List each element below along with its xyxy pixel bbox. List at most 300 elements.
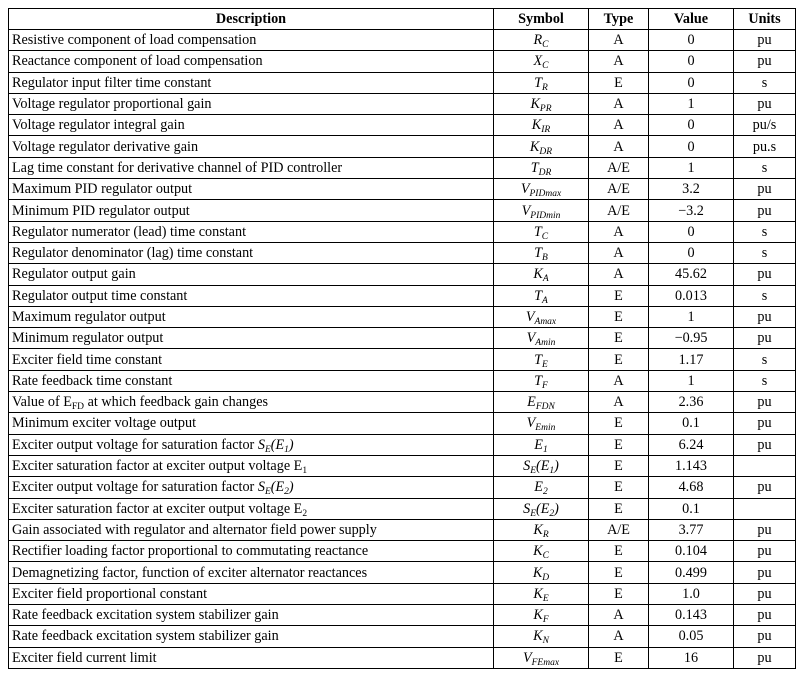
cell-units: pu bbox=[734, 51, 796, 72]
symbol-subscript: A bbox=[542, 295, 548, 306]
cell-type: E bbox=[589, 328, 649, 349]
cell-units: pu bbox=[734, 647, 796, 668]
description-text: Regulator denominator (lag) time constant bbox=[12, 245, 254, 262]
symbol-text: ) bbox=[554, 500, 559, 517]
cell-description bbox=[9, 477, 494, 498]
cell-type: A bbox=[589, 264, 649, 285]
table-row bbox=[9, 413, 796, 434]
description-text: Regulator input filter time constant bbox=[12, 74, 212, 91]
cell-type: A bbox=[589, 605, 649, 626]
cell-type: A bbox=[589, 136, 649, 157]
description-text: Rate feedback excitation system stabilizer gain bbox=[12, 628, 279, 645]
cell-description bbox=[9, 413, 494, 434]
description-text: Rectifier loading factor proportional to commutating reactance bbox=[12, 543, 369, 560]
cell-description bbox=[9, 115, 494, 136]
parameter-table-container bbox=[8, 8, 796, 669]
table-row bbox=[9, 498, 796, 519]
cell-type: E bbox=[589, 455, 649, 476]
table-row bbox=[9, 349, 796, 370]
cell-units: s bbox=[734, 72, 796, 93]
cell-description bbox=[9, 562, 494, 583]
table-row bbox=[9, 93, 796, 114]
symbol-subscript: FDN bbox=[535, 402, 555, 413]
cell-units: s bbox=[734, 221, 796, 242]
cell-description bbox=[9, 626, 494, 647]
cell-value: 3.2 bbox=[649, 179, 734, 200]
symbol-base: K bbox=[533, 607, 543, 624]
symbol-subscript: Amin bbox=[535, 338, 556, 349]
cell-units: pu bbox=[734, 605, 796, 626]
cell-type: E bbox=[589, 72, 649, 93]
description-text: Value of E bbox=[12, 394, 72, 411]
cell-symbol bbox=[494, 605, 589, 626]
math-text: (E bbox=[270, 436, 285, 453]
header-symbol: Symbol bbox=[494, 9, 589, 30]
cell-type: E bbox=[589, 562, 649, 583]
symbol-base: T bbox=[534, 245, 543, 262]
description-text: Exciter saturation factor at exciter output voltage E bbox=[12, 500, 303, 517]
symbol-subscript: E bbox=[530, 508, 536, 519]
math-base: S bbox=[257, 479, 265, 496]
cell-value: 0 bbox=[649, 51, 734, 72]
cell-units: pu bbox=[734, 583, 796, 604]
cell-units: pu bbox=[734, 179, 796, 200]
math-subscript: E bbox=[264, 444, 271, 455]
symbol-base: T bbox=[534, 287, 543, 304]
cell-value: 0 bbox=[649, 30, 734, 51]
cell-units: pu bbox=[734, 541, 796, 562]
symbol-base: V bbox=[526, 415, 536, 432]
table-row bbox=[9, 264, 796, 285]
description-text: Voltage regulator proportional gain bbox=[12, 96, 212, 113]
cell-description bbox=[9, 349, 494, 370]
cell-value: −3.2 bbox=[649, 200, 734, 221]
description-text: Reactance component of load compensation bbox=[12, 53, 263, 70]
cell-symbol bbox=[494, 93, 589, 114]
table-row bbox=[9, 221, 796, 242]
cell-type: A bbox=[589, 370, 649, 391]
cell-type: A bbox=[589, 115, 649, 136]
cell-units: s bbox=[734, 157, 796, 178]
symbol-subscript: N bbox=[542, 636, 549, 647]
header-units: Units bbox=[734, 9, 796, 30]
symbol-base: K bbox=[533, 585, 543, 602]
cell-description bbox=[9, 30, 494, 51]
cell-type: A/E bbox=[589, 157, 649, 178]
table-row bbox=[9, 583, 796, 604]
cell-type: A bbox=[589, 242, 649, 263]
cell-symbol bbox=[494, 455, 589, 476]
math-subscript: 1 bbox=[284, 444, 289, 455]
cell-symbol bbox=[494, 349, 589, 370]
cell-type: E bbox=[589, 306, 649, 327]
math-subscript: E bbox=[264, 487, 271, 498]
symbol-subscript: E bbox=[542, 593, 549, 604]
cell-symbol bbox=[494, 583, 589, 604]
description-text: Minimum PID regulator output bbox=[12, 202, 190, 219]
cell-value: 0.499 bbox=[649, 562, 734, 583]
cell-value: 3.77 bbox=[649, 519, 734, 540]
cell-value: 4.68 bbox=[649, 477, 734, 498]
cell-units: pu bbox=[734, 328, 796, 349]
cell-units: pu.s bbox=[734, 136, 796, 157]
cell-symbol bbox=[494, 200, 589, 221]
cell-units: pu bbox=[734, 519, 796, 540]
cell-value: 1 bbox=[649, 370, 734, 391]
description-text: Minimum exciter voltage output bbox=[12, 415, 197, 432]
cell-units: pu/s bbox=[734, 115, 796, 136]
cell-units bbox=[734, 455, 796, 476]
cell-symbol bbox=[494, 541, 589, 562]
description-text: Lag time constant for derivative channel of PID controller bbox=[12, 159, 343, 176]
symbol-subscript: C bbox=[541, 231, 549, 242]
cell-units: pu bbox=[734, 392, 796, 413]
symbol-base: S bbox=[523, 500, 531, 517]
cell-units: s bbox=[734, 370, 796, 391]
description-text: Minimum regulator output bbox=[12, 330, 164, 347]
table-row bbox=[9, 626, 796, 647]
symbol-subscript: 2 bbox=[542, 487, 548, 498]
table-row bbox=[9, 328, 796, 349]
cell-value: 1 bbox=[649, 93, 734, 114]
table-row bbox=[9, 562, 796, 583]
symbol-subscript: Emin bbox=[535, 423, 556, 434]
cell-type: E bbox=[589, 647, 649, 668]
table-row bbox=[9, 306, 796, 327]
symbol-base: V bbox=[521, 202, 531, 219]
description-text: Gain associated with regulator and alternator field power supply bbox=[12, 521, 377, 538]
table-row bbox=[9, 519, 796, 540]
table-row bbox=[9, 136, 796, 157]
cell-description bbox=[9, 179, 494, 200]
table-row bbox=[9, 200, 796, 221]
symbol-subscript: DR bbox=[539, 146, 553, 157]
table-row bbox=[9, 157, 796, 178]
symbol-base: X bbox=[533, 53, 543, 70]
table-row bbox=[9, 455, 796, 476]
cell-value: 45.62 bbox=[649, 264, 734, 285]
cell-value: 0 bbox=[649, 242, 734, 263]
description-text: Voltage regulator derivative gain bbox=[12, 138, 199, 155]
cell-units: s bbox=[734, 242, 796, 263]
description-text: Regulator output time constant bbox=[12, 287, 188, 304]
cell-description bbox=[9, 541, 494, 562]
cell-value: −0.95 bbox=[649, 328, 734, 349]
cell-value: 1.143 bbox=[649, 455, 734, 476]
cell-units: pu bbox=[734, 413, 796, 434]
cell-units: pu bbox=[734, 626, 796, 647]
cell-units: pu bbox=[734, 30, 796, 51]
symbol-base: E bbox=[534, 479, 543, 496]
symbol-subscript: Amax bbox=[534, 317, 557, 327]
cell-units: s bbox=[734, 285, 796, 306]
header-row bbox=[9, 9, 796, 30]
table-row bbox=[9, 242, 796, 263]
cell-symbol bbox=[494, 306, 589, 327]
cell-description bbox=[9, 157, 494, 178]
symbol-subscript: PIDmax bbox=[529, 189, 562, 200]
symbol-subscript: C bbox=[542, 61, 549, 72]
cell-type: A bbox=[589, 51, 649, 72]
description-text: Regulator numerator (lead) time constant bbox=[12, 223, 247, 240]
cell-units: pu bbox=[734, 264, 796, 285]
description-math bbox=[258, 437, 294, 453]
description-text: Rate feedback excitation system stabilizer gain bbox=[12, 607, 279, 624]
cell-description bbox=[9, 647, 494, 668]
cell-description bbox=[9, 370, 494, 391]
cell-value: 6.24 bbox=[649, 434, 734, 455]
symbol-base: K bbox=[533, 266, 543, 283]
table-body bbox=[9, 30, 796, 669]
cell-units bbox=[734, 498, 796, 519]
cell-symbol bbox=[494, 221, 589, 242]
symbol-text: (E bbox=[536, 458, 550, 475]
cell-description bbox=[9, 519, 494, 540]
symbol-subscript: A bbox=[542, 274, 549, 285]
symbol-base: T bbox=[530, 159, 539, 176]
description-text: Resistive component of load compensation bbox=[12, 32, 257, 49]
cell-type: A bbox=[589, 93, 649, 114]
cell-symbol bbox=[494, 136, 589, 157]
cell-symbol bbox=[494, 498, 589, 519]
description-text: Rate feedback time constant bbox=[12, 372, 173, 389]
cell-value: 0 bbox=[649, 221, 734, 242]
cell-symbol bbox=[494, 285, 589, 306]
symbol-base: T bbox=[533, 223, 542, 240]
symbol-subscript: FEmax bbox=[531, 657, 560, 668]
cell-type: E bbox=[589, 541, 649, 562]
cell-units: pu bbox=[734, 200, 796, 221]
cell-description bbox=[9, 136, 494, 157]
symbol-base: K bbox=[530, 96, 540, 113]
cell-value: 1 bbox=[649, 157, 734, 178]
description-text: Voltage regulator integral gain bbox=[12, 117, 185, 134]
cell-description bbox=[9, 285, 494, 306]
cell-symbol bbox=[494, 179, 589, 200]
symbol-subscript: F bbox=[542, 615, 549, 626]
symbol-subscript: 1 bbox=[542, 444, 548, 455]
table-row bbox=[9, 541, 796, 562]
symbol-base: V bbox=[526, 330, 536, 347]
description-text: Exciter output voltage for saturation factor bbox=[12, 479, 258, 496]
cell-value: 0.1 bbox=[649, 498, 734, 519]
cell-description bbox=[9, 200, 494, 221]
symbol-base: S bbox=[523, 458, 531, 475]
cell-symbol bbox=[494, 519, 589, 540]
description-text: Maximum regulator output bbox=[12, 309, 166, 325]
cell-type: A/E bbox=[589, 179, 649, 200]
cell-symbol bbox=[494, 647, 589, 668]
cell-value: 0 bbox=[649, 115, 734, 136]
cell-value: 1.17 bbox=[649, 349, 734, 370]
symbol-base: K bbox=[531, 117, 542, 134]
symbol-subscript: IR bbox=[541, 125, 551, 136]
cell-units: pu bbox=[734, 93, 796, 114]
cell-symbol bbox=[494, 477, 589, 498]
symbol-base: R bbox=[533, 32, 543, 49]
cell-description bbox=[9, 264, 494, 285]
cell-description bbox=[9, 498, 494, 519]
symbol-subscript: PR bbox=[539, 104, 552, 115]
cell-type: E bbox=[589, 349, 649, 370]
table-row bbox=[9, 179, 796, 200]
cell-units: pu bbox=[734, 306, 796, 327]
description-text: Regulator output gain bbox=[12, 266, 136, 283]
table-row bbox=[9, 30, 796, 51]
symbol-subscript: R bbox=[542, 529, 549, 540]
cell-description bbox=[9, 242, 494, 263]
cell-description bbox=[9, 51, 494, 72]
cell-value: 0.1 bbox=[649, 413, 734, 434]
cell-value: 0.143 bbox=[649, 605, 734, 626]
math-text: (E bbox=[270, 479, 285, 496]
cell-description bbox=[9, 605, 494, 626]
cell-value: 0.05 bbox=[649, 626, 734, 647]
description-text-cont: at which feedback gain changes bbox=[84, 394, 269, 411]
symbol-base: E bbox=[534, 436, 543, 453]
symbol-base: T bbox=[534, 372, 543, 389]
cell-description bbox=[9, 93, 494, 114]
table-row bbox=[9, 605, 796, 626]
table-row bbox=[9, 434, 796, 455]
cell-units: pu bbox=[734, 477, 796, 498]
cell-symbol bbox=[494, 413, 589, 434]
cell-value: 0 bbox=[649, 136, 734, 157]
cell-symbol bbox=[494, 434, 589, 455]
cell-symbol bbox=[494, 562, 589, 583]
cell-value: 2.36 bbox=[649, 392, 734, 413]
table-row bbox=[9, 370, 796, 391]
cell-value: 1.0 bbox=[649, 583, 734, 604]
cell-symbol bbox=[494, 264, 589, 285]
symbol-base: K bbox=[533, 628, 543, 645]
description-text: Demagnetizing factor, function of exciter alternator reactances bbox=[12, 564, 368, 581]
symbol-subscript: C bbox=[542, 551, 549, 562]
cell-type: A bbox=[589, 30, 649, 51]
cell-value: 1 bbox=[649, 306, 734, 327]
cell-symbol bbox=[494, 72, 589, 93]
table-row bbox=[9, 51, 796, 72]
cell-description bbox=[9, 221, 494, 242]
symbol-subscript: R bbox=[542, 82, 548, 93]
symbol-subscript: F bbox=[542, 380, 548, 391]
cell-symbol bbox=[494, 392, 589, 413]
symbol-base: V bbox=[520, 181, 530, 198]
cell-symbol bbox=[494, 328, 589, 349]
cell-description bbox=[9, 583, 494, 604]
symbol-base: K bbox=[532, 564, 543, 581]
cell-type: A bbox=[589, 392, 649, 413]
description-text: Exciter field current limit bbox=[12, 649, 157, 666]
math-subscript: 2 bbox=[284, 487, 289, 498]
symbol-subscript: DR bbox=[538, 167, 552, 178]
table-row bbox=[9, 477, 796, 498]
symbol-base: K bbox=[533, 521, 543, 538]
header-value: Value bbox=[649, 9, 734, 30]
description-subscript: FD bbox=[71, 402, 85, 413]
table-row bbox=[9, 285, 796, 306]
cell-type: E bbox=[589, 583, 649, 604]
symbol-base: K bbox=[533, 543, 543, 560]
table-row bbox=[9, 647, 796, 668]
symbol-subscript: B bbox=[542, 253, 548, 264]
symbol-subscript: 2 bbox=[549, 508, 555, 519]
cell-value: 0.013 bbox=[649, 285, 734, 306]
cell-symbol bbox=[494, 115, 589, 136]
cell-type: A bbox=[589, 221, 649, 242]
symbol-base: V bbox=[525, 309, 535, 325]
cell-type: E bbox=[589, 413, 649, 434]
table-row bbox=[9, 72, 796, 93]
description-subscript: 1 bbox=[302, 466, 308, 477]
symbol-subscript: E bbox=[542, 359, 548, 370]
cell-description bbox=[9, 306, 494, 327]
cell-symbol bbox=[494, 370, 589, 391]
cell-type: E bbox=[589, 477, 649, 498]
cell-value: 0.104 bbox=[649, 541, 734, 562]
symbol-text: (E bbox=[536, 500, 550, 517]
cell-symbol bbox=[494, 242, 589, 263]
symbol-subscript: 1 bbox=[549, 466, 555, 477]
table-row bbox=[9, 115, 796, 136]
description-text: Exciter field time constant bbox=[12, 351, 163, 368]
header-description: Description bbox=[9, 9, 494, 30]
symbol-subscript: C bbox=[542, 40, 549, 51]
cell-type: A/E bbox=[589, 519, 649, 540]
cell-units: pu bbox=[734, 562, 796, 583]
description-text: Exciter field proportional constant bbox=[12, 585, 208, 602]
cell-description bbox=[9, 455, 494, 476]
symbol-text: ) bbox=[554, 458, 559, 475]
symbol-base: K bbox=[529, 138, 540, 155]
cell-type: E bbox=[589, 434, 649, 455]
cell-symbol bbox=[494, 30, 589, 51]
math-base: S bbox=[257, 436, 265, 453]
symbol-subscript: PIDmin bbox=[530, 210, 561, 221]
cell-type: A/E bbox=[589, 200, 649, 221]
cell-type: A bbox=[589, 626, 649, 647]
math-text: ) bbox=[288, 436, 294, 453]
table-row bbox=[9, 392, 796, 413]
cell-type: E bbox=[589, 285, 649, 306]
cell-description bbox=[9, 328, 494, 349]
symbol-base: E bbox=[527, 394, 536, 411]
cell-units: pu bbox=[734, 434, 796, 455]
parameter-table bbox=[8, 8, 796, 669]
symbol-base: T bbox=[534, 74, 543, 91]
symbol-base: T bbox=[534, 351, 543, 368]
description-text: Maximum PID regulator output bbox=[12, 181, 193, 198]
cell-description bbox=[9, 392, 494, 413]
symbol-subscript: E bbox=[530, 466, 536, 477]
description-math bbox=[257, 479, 294, 498]
cell-type: E bbox=[589, 498, 649, 519]
cell-value: 0 bbox=[649, 72, 734, 93]
cell-description bbox=[9, 72, 494, 93]
header-type: Type bbox=[589, 9, 649, 30]
cell-description bbox=[9, 434, 494, 455]
cell-symbol bbox=[494, 626, 589, 647]
description-subscript: 2 bbox=[302, 508, 308, 519]
cell-symbol bbox=[494, 157, 589, 178]
math-text: ) bbox=[288, 479, 294, 496]
cell-symbol bbox=[494, 51, 589, 72]
cell-value: 16 bbox=[649, 647, 734, 668]
cell-units: s bbox=[734, 349, 796, 370]
symbol-subscript: D bbox=[542, 572, 550, 583]
description-text: Exciter output voltage for saturation factor bbox=[12, 436, 258, 453]
description-text: Exciter saturation factor at exciter output voltage E bbox=[12, 458, 303, 475]
